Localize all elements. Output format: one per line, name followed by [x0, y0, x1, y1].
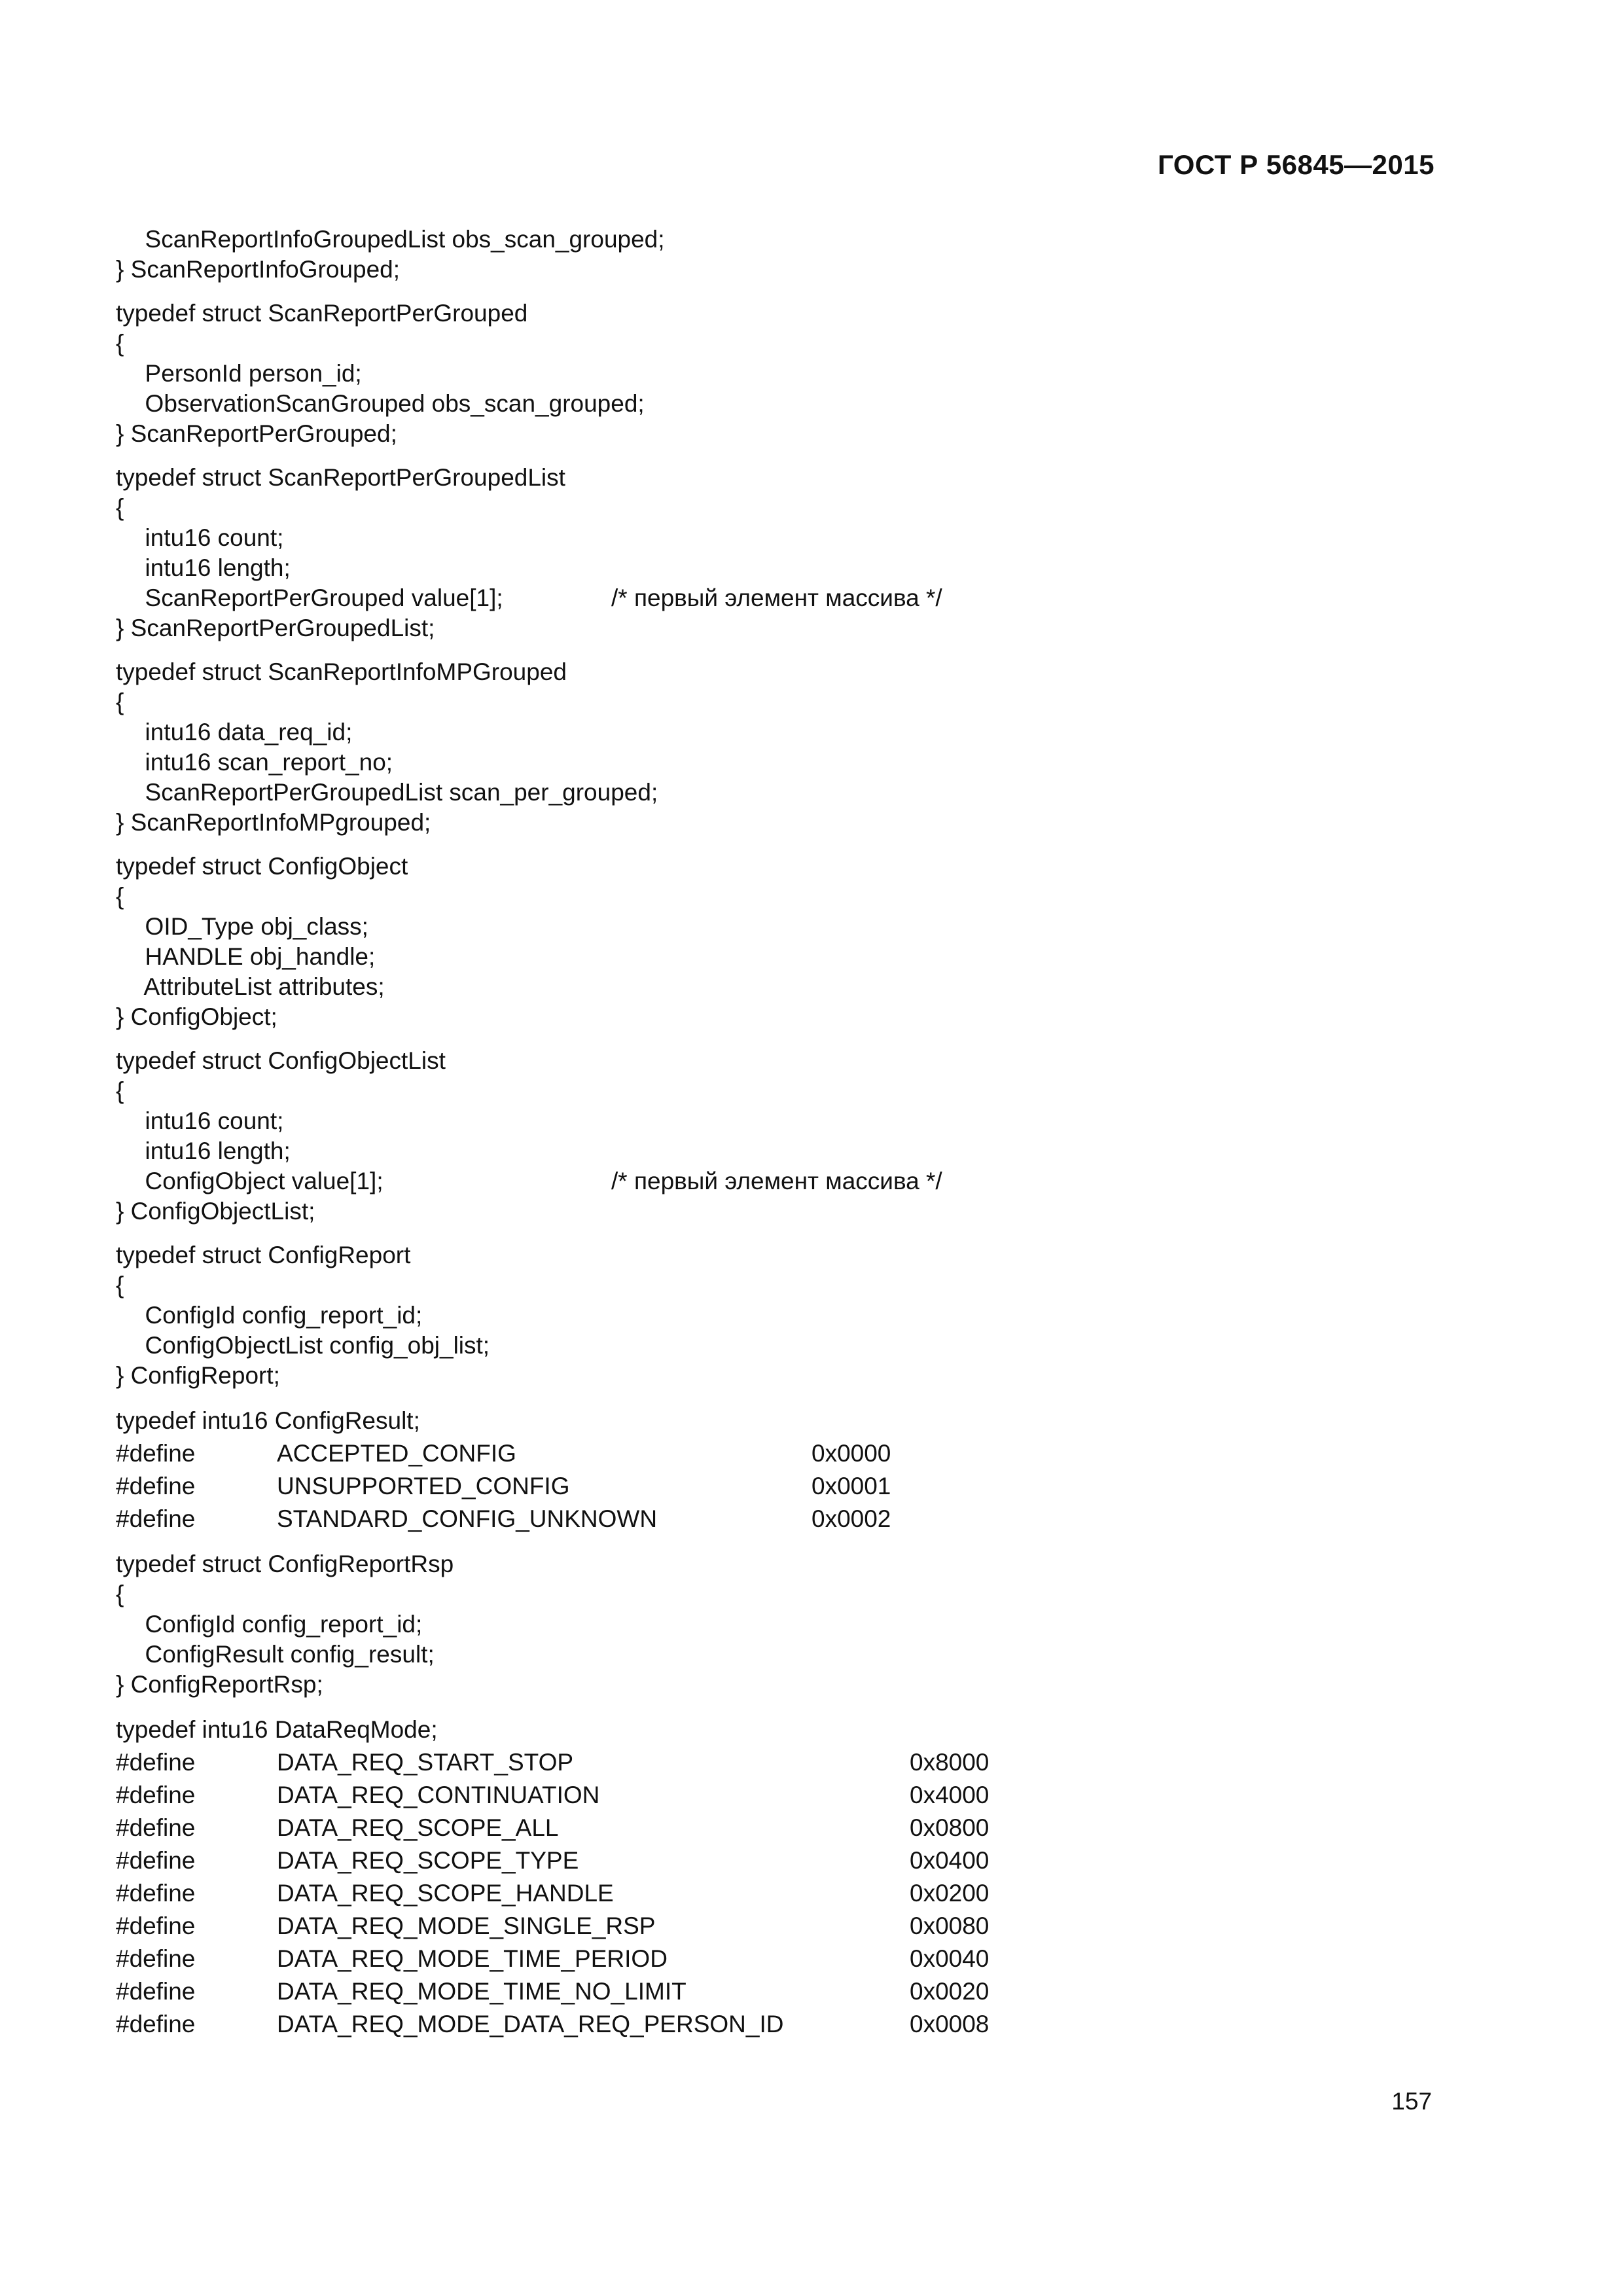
document-header: ГОСТ Р 56845—2015: [1158, 149, 1435, 180]
define-name: DATA_REQ_SCOPE_TYPE: [277, 1847, 579, 1874]
code-line: intu16 data_req_id;: [132, 719, 353, 745]
code-line: } ConfigReport;: [116, 1362, 280, 1389]
code-line: [116, 1166, 1457, 1196]
code-line: {: [116, 1272, 124, 1299]
code-line: {: [116, 330, 124, 357]
define-name: DATA_REQ_MODE_DATA_REQ_PERSON_ID: [277, 2011, 784, 2037]
define-keyword: #define: [116, 1473, 196, 1499]
define-name: DATA_REQ_START_STOP: [277, 1749, 574, 1776]
code-block: [116, 1240, 1457, 1391]
code-line: ConfigId config_report_id;: [132, 1302, 423, 1329]
code-line: typedef struct ConfigReport: [116, 1242, 411, 1268]
code-line: AttributeList attributes;: [132, 973, 385, 1000]
code-line: typedef intu16 DataReqMode;: [116, 1716, 438, 1743]
code-line: typedef struct ConfigReportRsp: [116, 1551, 454, 1577]
define-keyword: #define: [116, 1847, 196, 1874]
code-comment: /* первый элемент массива */: [611, 584, 942, 611]
define-name: UNSUPPORTED_CONFIG: [277, 1473, 570, 1499]
data-req-mode-defines: [116, 1713, 1457, 2041]
code-line: typedef struct ConfigObjectList: [116, 1047, 446, 1074]
code-text: ConfigObject value[1];: [132, 1168, 383, 1194]
define-keyword: #define: [116, 1505, 196, 1532]
code-block: [116, 1549, 1457, 1700]
code-line: intu16 count;: [132, 1107, 284, 1134]
define-keyword: #define: [116, 1749, 196, 1776]
code-line: ObservationScanGrouped obs_scan_grouped;: [132, 390, 645, 417]
code-line: intu16 scan_report_no;: [132, 749, 393, 776]
code-line: typedef struct ScanReportPerGrouped: [116, 300, 528, 327]
code-block: [116, 852, 1457, 1032]
define-value: 0x0001: [812, 1473, 891, 1499]
define-name: ACCEPTED_CONFIG: [277, 1440, 516, 1467]
define-row: [116, 1844, 1457, 1877]
code-block: [116, 298, 1457, 449]
code-line: {: [116, 1581, 124, 1607]
define-keyword: #define: [116, 1945, 196, 1972]
code-line: ConfigResult config_result;: [132, 1641, 435, 1668]
code-line: ScanReportPerGroupedList scan_per_grouped;: [132, 779, 658, 806]
code-block: [116, 1046, 1457, 1227]
code-line: intu16 length;: [132, 1138, 291, 1164]
define-row: [116, 1503, 1457, 1535]
code-line: } ScanReportPerGroupedList;: [116, 615, 435, 641]
define-value: 0x0080: [910, 1912, 990, 1939]
define-row: [116, 1812, 1457, 1844]
code-line: [116, 583, 1457, 613]
define-keyword: #define: [116, 2011, 196, 2037]
code-line: } ConfigObjectList;: [116, 1198, 315, 1225]
code-line: } ConfigReportRsp;: [116, 1671, 323, 1698]
define-value: 0x8000: [910, 1749, 990, 1776]
define-row: [116, 1779, 1457, 1812]
code-line: {: [116, 883, 124, 910]
code-line: } ScanReportInfoMPgrouped;: [116, 809, 431, 836]
define-row: [116, 1910, 1457, 1943]
define-name: DATA_REQ_MODE_TIME_NO_LIMIT: [277, 1978, 687, 2005]
code-line: typedef struct ScanReportPerGroupedList: [116, 464, 565, 491]
define-value: 0x0020: [910, 1978, 990, 2005]
define-name: DATA_REQ_MODE_TIME_PERIOD: [277, 1945, 668, 1972]
define-row: [116, 1943, 1457, 1975]
code-line: } ScanReportInfoGrouped;: [116, 256, 401, 283]
define-value: 0x0040: [910, 1945, 990, 1972]
define-row: [116, 1877, 1457, 1910]
define-value: 0x0400: [910, 1847, 990, 1874]
define-keyword: #define: [116, 1880, 196, 1907]
define-row: [116, 2008, 1457, 2041]
define-name: DATA_REQ_SCOPE_ALL: [277, 1814, 559, 1841]
define-value: 0x4000: [910, 1782, 990, 1808]
code-line: typedef intu16 ConfigResult;: [116, 1407, 420, 1434]
define-value: 0x0008: [910, 2011, 990, 2037]
code-block: [116, 657, 1457, 838]
define-row: [116, 1746, 1457, 1779]
code-line: {: [116, 689, 124, 715]
define-keyword: #define: [116, 1440, 196, 1467]
code-block: [116, 224, 1457, 285]
code-listing: [116, 224, 1457, 2054]
define-name: DATA_REQ_CONTINUATION: [277, 1782, 600, 1808]
code-line: } ConfigObject;: [116, 1003, 277, 1030]
code-text: ScanReportPerGrouped value[1];: [132, 584, 503, 611]
define-keyword: #define: [116, 1814, 196, 1841]
code-comment: /* первый элемент массива */: [611, 1168, 942, 1194]
define-value: 0x0800: [910, 1814, 990, 1841]
code-block: [116, 463, 1457, 643]
page-number: 157: [1391, 2088, 1432, 2115]
define-name: STANDARD_CONFIG_UNKNOWN: [277, 1505, 658, 1532]
define-row: [116, 1975, 1457, 2008]
define-value: 0x0002: [812, 1505, 891, 1532]
define-name: DATA_REQ_SCOPE_HANDLE: [277, 1880, 614, 1907]
define-value: 0x0200: [910, 1880, 990, 1907]
code-line: PersonId person_id;: [132, 360, 362, 387]
code-line: {: [116, 1077, 124, 1104]
code-line: typedef struct ConfigObject: [116, 853, 408, 880]
define-keyword: #define: [116, 1978, 196, 2005]
code-line: HANDLE obj_handle;: [132, 943, 376, 970]
define-name: DATA_REQ_MODE_SINGLE_RSP: [277, 1912, 656, 1939]
define-keyword: #define: [116, 1912, 196, 1939]
code-line: ConfigId config_report_id;: [132, 1611, 423, 1638]
code-line: ConfigObjectList config_obj_list;: [132, 1332, 490, 1359]
code-line: OID_Type obj_class;: [132, 913, 368, 940]
code-line: } ScanReportPerGrouped;: [116, 420, 397, 447]
define-row: [116, 1437, 1457, 1470]
code-line: ScanReportInfoGroupedList obs_scan_grouped;: [132, 226, 665, 253]
config-result-defines: [116, 1405, 1457, 1535]
code-line: typedef struct ScanReportInfoMPGrouped: [116, 658, 567, 685]
code-line: {: [116, 494, 124, 521]
code-line: intu16 count;: [132, 524, 284, 551]
code-line: intu16 length;: [132, 554, 291, 581]
define-keyword: #define: [116, 1782, 196, 1808]
define-value: 0x0000: [812, 1440, 891, 1467]
define-row: [116, 1470, 1457, 1503]
